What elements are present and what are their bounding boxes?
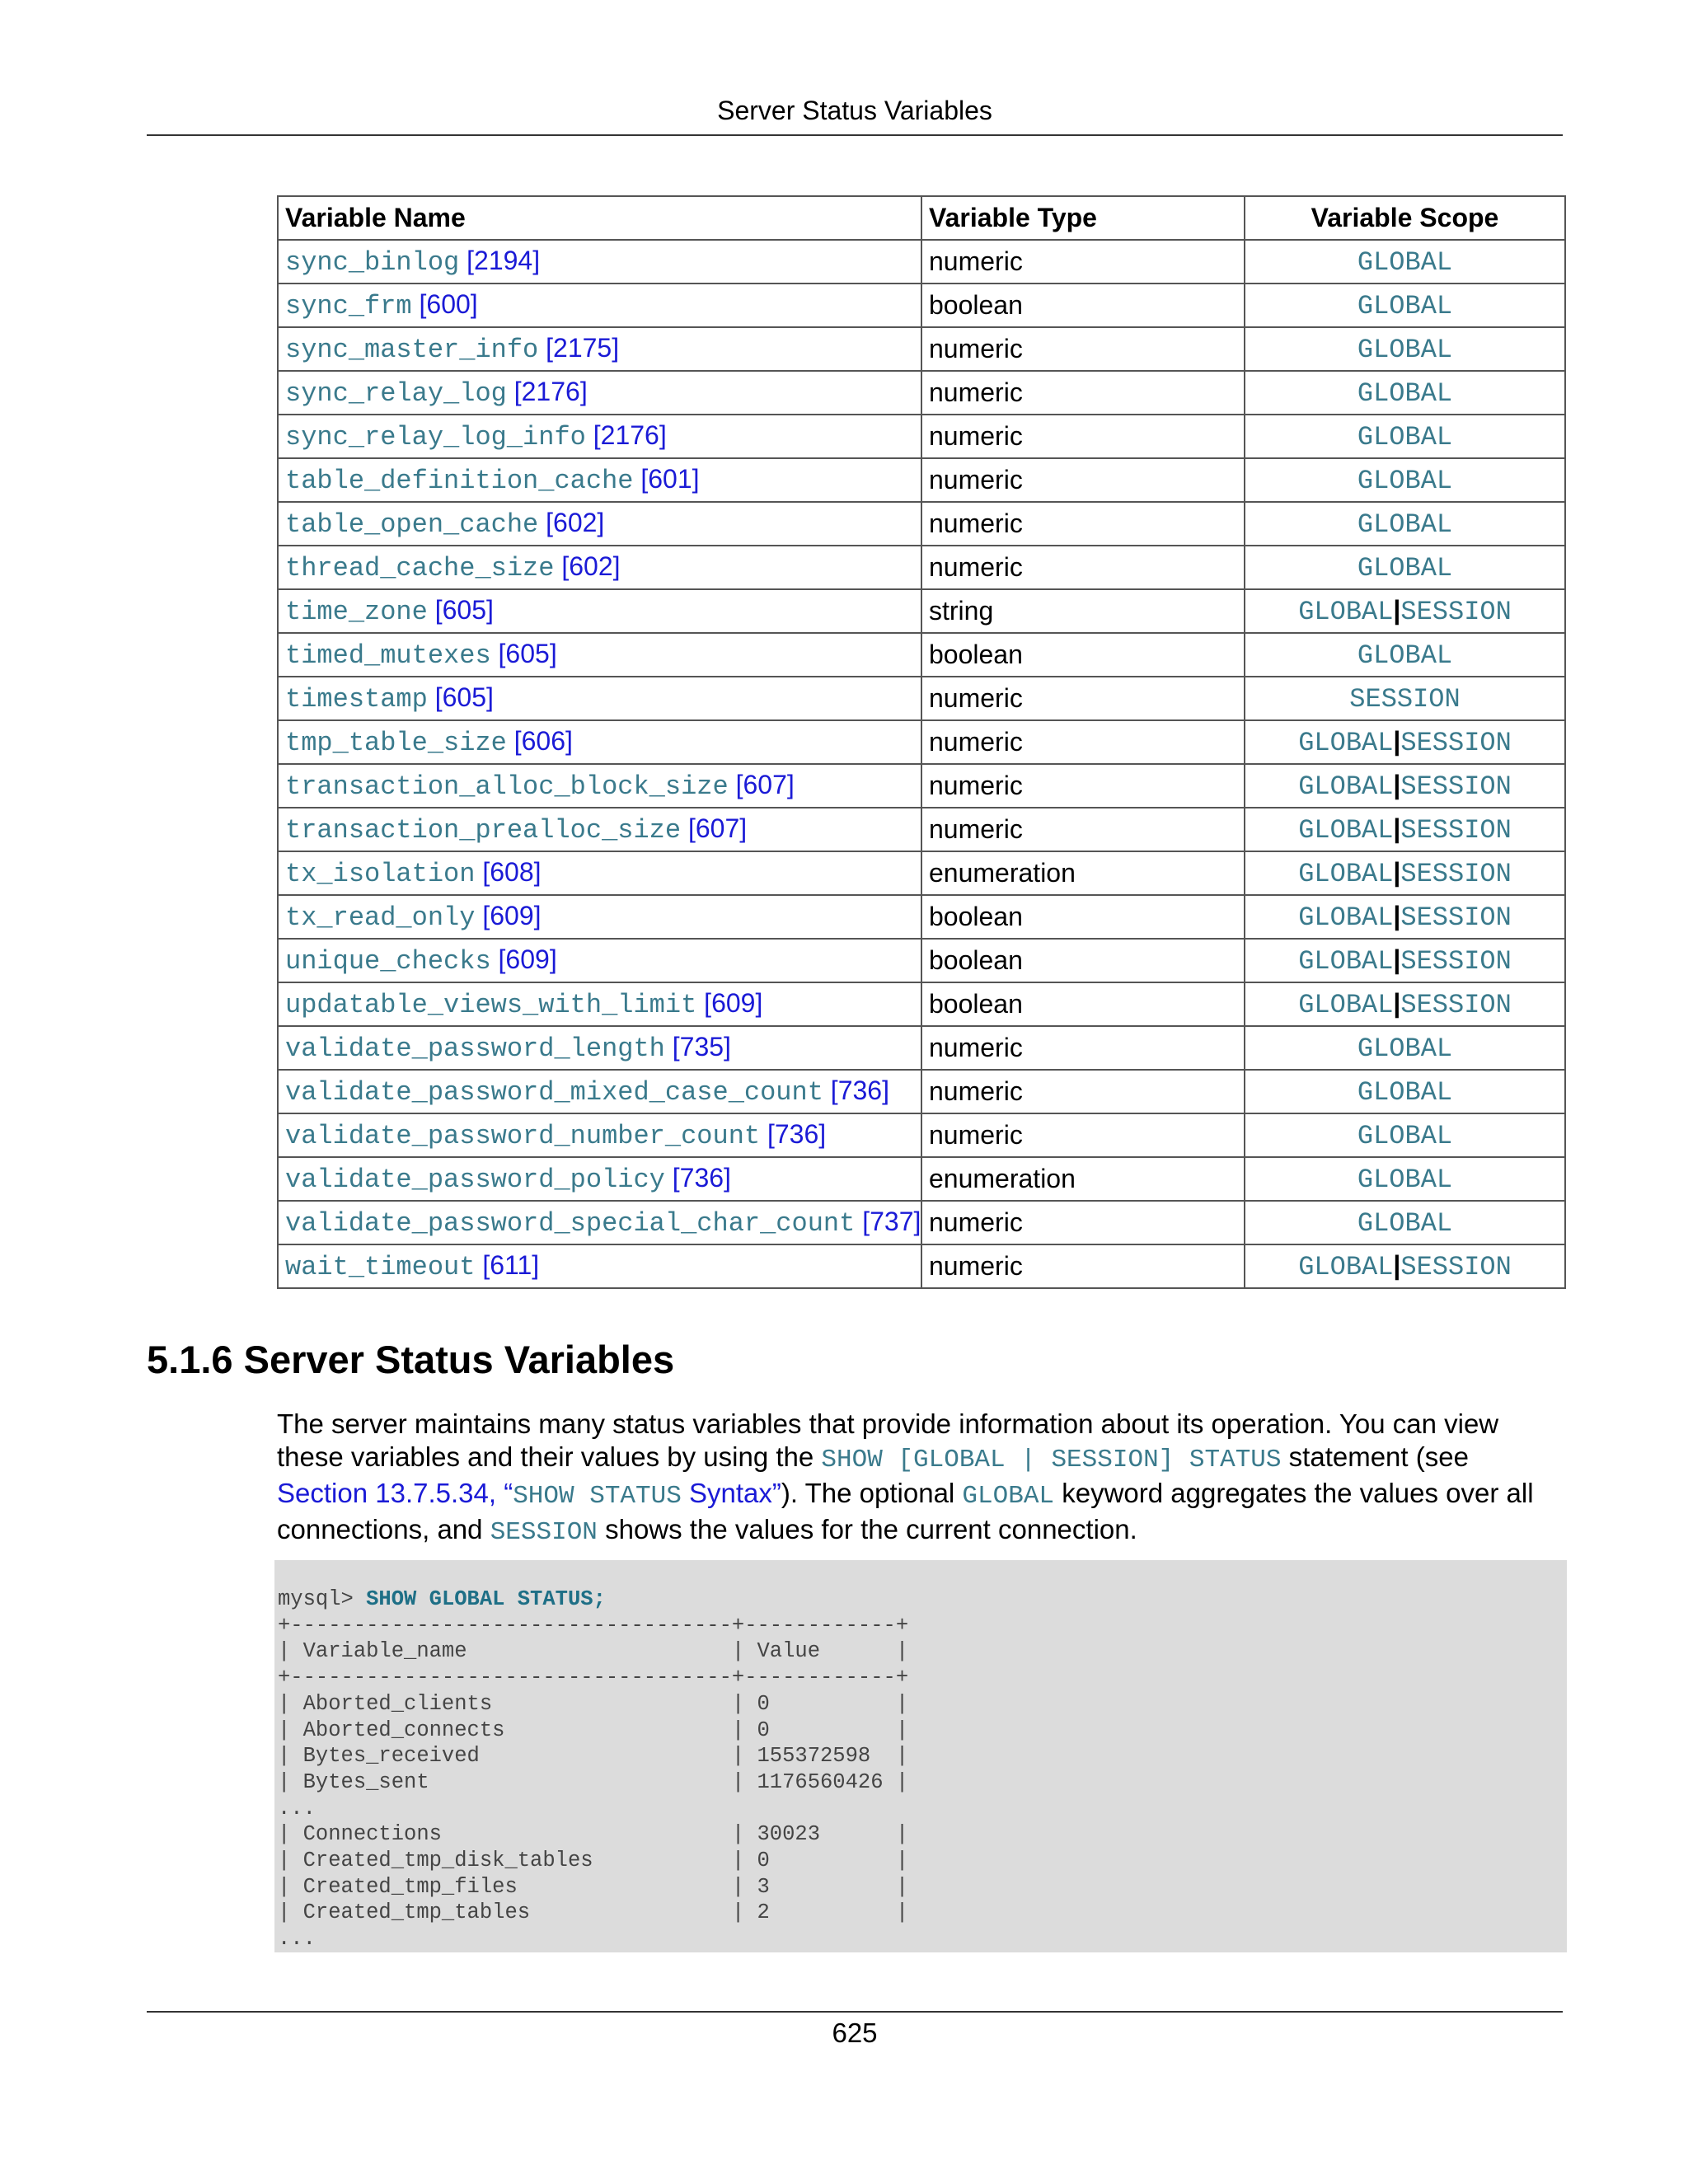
variable-name-link[interactable]: validate_password_mixed_case_count [285, 1077, 823, 1108]
page-reference-link[interactable]: [608] [482, 857, 542, 887]
scope-value-link[interactable]: GLOBAL [1357, 378, 1453, 409]
table-header-row [278, 196, 1565, 240]
page-reference-link[interactable]: [736] [672, 1163, 731, 1193]
variable-scope-cell [1245, 851, 1565, 895]
page-reference-link[interactable]: [607] [687, 813, 748, 843]
scope-value-link[interactable]: GLOBAL [1298, 597, 1394, 627]
variable-name-cell [278, 939, 921, 982]
variable-scope-cell [1245, 1070, 1565, 1113]
variable-name-cell [278, 720, 921, 764]
table-row [278, 458, 1565, 502]
running-header: Server Status Variables [717, 96, 992, 125]
table-row [278, 808, 1565, 851]
scope-value-link[interactable]: GLOBAL [1357, 1077, 1453, 1108]
variable-scope-cell [1245, 240, 1565, 284]
column-header-scope: Variable Scope [1245, 196, 1565, 240]
table-row [278, 764, 1565, 808]
variable-name-link[interactable]: thread_cache_size [285, 553, 555, 583]
scope-separator: | [1393, 813, 1401, 843]
link-text: Syntax” [681, 1478, 781, 1508]
variable-name-cell [278, 502, 921, 546]
variable-name-cell [278, 1244, 921, 1288]
variable-name-link[interactable]: timed_mutexes [285, 640, 491, 671]
scope-value-link[interactable]: SESSION [1400, 1252, 1512, 1282]
variables-table [277, 195, 1566, 1289]
page-reference-link[interactable]: [611] [482, 1250, 540, 1280]
table-row [278, 1113, 1565, 1157]
scope-value-link[interactable]: GLOBAL [1357, 466, 1453, 496]
variable-name-link[interactable]: updatable_views_with_limit [285, 990, 697, 1020]
variable-name-cell [278, 589, 921, 633]
table-row [278, 1070, 1565, 1113]
scope-value-link[interactable]: GLOBAL [1298, 859, 1394, 889]
table-row [278, 895, 1565, 939]
variable-name-link[interactable]: sync_relay_log_info [285, 422, 586, 452]
table-row [278, 982, 1565, 1026]
scope-value-link[interactable]: GLOBAL [1298, 815, 1394, 846]
section-link[interactable] [277, 1478, 781, 1511]
variable-scope-cell [1245, 1113, 1565, 1157]
page-reference-link[interactable]: [609] [482, 901, 542, 930]
variable-name-cell [278, 1201, 921, 1244]
variable-type-cell: numeric [921, 720, 1245, 764]
scope-separator: | [1393, 770, 1401, 799]
scope-value-link[interactable]: SESSION [1349, 684, 1461, 715]
scope-value-link[interactable]: GLOBAL [1298, 771, 1394, 802]
page-reference-link[interactable]: [605] [434, 682, 494, 712]
variable-type-cell: boolean [921, 284, 1245, 327]
page-reference-link[interactable]: [601] [640, 464, 700, 494]
variable-scope-cell [1245, 589, 1565, 633]
variable-name-link[interactable]: tx_read_only [285, 902, 476, 933]
table-row [278, 1201, 1565, 1244]
variable-name-cell [278, 1113, 921, 1157]
variable-name-cell [278, 1026, 921, 1070]
section-heading: 5.1.6 Server Status Variables [147, 1338, 675, 1381]
table-row [278, 284, 1565, 327]
variable-type-cell: numeric [921, 502, 1245, 546]
variable-name-link[interactable]: sync_relay_log [285, 378, 507, 409]
para-text: shows the values for the current connection. [597, 1514, 1137, 1544]
para-text: The server maintains many status variables that provide information about its operation. You can view these variables and their values by using the [277, 1408, 1499, 1472]
variable-type-cell: boolean [921, 633, 1245, 677]
link-code: SHOW STATUS [513, 1482, 682, 1511]
para-code-show-status: SHOW [GLOBAL | SESSION] STATUS [821, 1446, 1282, 1474]
variable-scope-cell [1245, 458, 1565, 502]
table-row [278, 851, 1565, 895]
variable-name-cell [278, 851, 921, 895]
scope-value-link[interactable]: GLOBAL [1357, 247, 1453, 278]
scope-value-link[interactable]: GLOBAL [1357, 1165, 1453, 1195]
variable-type-cell: enumeration [921, 1157, 1245, 1201]
scope-value-link[interactable]: GLOBAL [1357, 291, 1453, 321]
variable-scope-cell [1245, 808, 1565, 851]
scope-value-link[interactable]: SESSION [1400, 859, 1512, 889]
variable-scope-cell [1245, 1244, 1565, 1288]
page-reference-link[interactable]: [605] [434, 595, 494, 625]
variable-name-link[interactable]: sync_master_info [285, 335, 539, 365]
variable-scope-cell [1245, 720, 1565, 764]
variable-name-cell [278, 633, 921, 677]
variable-name-link[interactable]: validate_password_number_count [285, 1121, 761, 1151]
code-block [274, 1560, 1567, 1952]
scope-value-link[interactable]: GLOBAL [1357, 1033, 1453, 1064]
variable-scope-cell [1245, 764, 1565, 808]
scope-value-link[interactable]: GLOBAL [1357, 422, 1453, 452]
variable-scope-cell [1245, 1157, 1565, 1201]
code-text [274, 1560, 1567, 1952]
code-output: +-----------------------------------+------------+ | Variable_name | Value | +-----------------------------------+------------+ | Aborted_clients | 0 | | Aborted_connects | 0 | | Bytes_received | 155372598 | | Bytes_sent | 1176560426 | ... | Connections | 30023 | | Created_tmp_disk_tables | 0 | | Created_tmp_files | 3 | | Created_tmp_tables | 2 | ... [278, 1613, 909, 1952]
variable-name-link[interactable]: wait_timeout [285, 1252, 476, 1282]
variable-type-cell: numeric [921, 1070, 1245, 1113]
variable-name-link[interactable]: unique_checks [285, 946, 491, 977]
scope-value-link[interactable]: SESSION [1400, 771, 1512, 802]
variable-name-cell [278, 764, 921, 808]
variable-name-link[interactable]: sync_binlog [285, 247, 460, 278]
scope-value-link[interactable]: SESSION [1400, 728, 1512, 758]
variable-type-cell: numeric [921, 458, 1245, 502]
column-header-name: Variable Name [278, 196, 921, 240]
page-number: 625 [832, 2018, 878, 2048]
variable-name-link[interactable]: validate_password_length [285, 1033, 665, 1064]
scope-separator: | [1393, 726, 1401, 756]
table-row [278, 1244, 1565, 1288]
link-text: Section 13.7.5.34, “ [277, 1478, 513, 1508]
scope-value-link[interactable]: GLOBAL [1298, 902, 1394, 933]
variable-type-cell: numeric [921, 1244, 1245, 1288]
page-reference-link[interactable]: [609] [498, 944, 557, 974]
scope-value-link[interactable]: GLOBAL [1357, 509, 1453, 540]
variable-name-cell [278, 895, 921, 939]
page-reference-link[interactable]: [2176] [513, 377, 588, 406]
variable-type-cell: boolean [921, 939, 1245, 982]
scope-separator: | [1393, 857, 1401, 887]
scope-value-link[interactable]: GLOBAL [1298, 946, 1394, 977]
variable-scope-cell [1245, 982, 1565, 1026]
variable-name-link[interactable]: tx_isolation [285, 859, 476, 889]
variable-name-link[interactable]: transaction_prealloc_size [285, 815, 682, 846]
table-row [278, 939, 1565, 982]
variable-type-cell: numeric [921, 764, 1245, 808]
variable-name-link[interactable]: table_open_cache [285, 509, 539, 540]
scope-value-link[interactable]: GLOBAL [1357, 640, 1453, 671]
page-reference-link[interactable]: [602] [561, 551, 621, 581]
variable-name-cell [278, 240, 921, 284]
page-reference-link[interactable]: [2175] [546, 333, 620, 363]
page-reference-link[interactable]: [2176] [593, 420, 667, 450]
variable-type-cell: numeric [921, 1113, 1245, 1157]
table-row [278, 240, 1565, 284]
table-row [278, 633, 1565, 677]
section-paragraph [277, 1408, 1563, 1549]
variable-name-cell [278, 415, 921, 458]
scope-value-link[interactable]: GLOBAL [1357, 1121, 1453, 1151]
page-reference-link[interactable]: [602] [546, 508, 605, 537]
scope-value-link[interactable]: SESSION [1400, 946, 1512, 977]
variable-scope-cell [1245, 502, 1565, 546]
table-row [278, 589, 1565, 633]
variable-name-link[interactable]: validate_password_policy [285, 1165, 665, 1195]
table-row [278, 677, 1565, 720]
page-reference-link[interactable]: [607] [735, 770, 795, 799]
variable-scope-cell [1245, 546, 1565, 589]
table-row [278, 546, 1565, 589]
scope-value-link[interactable]: SESSION [1400, 990, 1512, 1020]
scope-separator: | [1393, 595, 1401, 625]
variable-scope-cell [1245, 895, 1565, 939]
variable-scope-cell [1245, 1201, 1565, 1244]
variable-type-cell: numeric [921, 240, 1245, 284]
para-text: statement (see [1281, 1441, 1469, 1472]
variable-name-link[interactable]: time_zone [285, 597, 428, 627]
page-reference-link[interactable]: [2194] [467, 246, 541, 275]
variable-name-cell [278, 1070, 921, 1113]
variable-scope-cell [1245, 633, 1565, 677]
column-header-type: Variable Type [921, 196, 1245, 240]
variable-type-cell: numeric [921, 1201, 1245, 1244]
variable-type-cell: boolean [921, 982, 1245, 1026]
variable-type-cell: numeric [921, 677, 1245, 720]
scope-value-link[interactable]: GLOBAL [1298, 728, 1394, 758]
para-code-global: GLOBAL [962, 1482, 1055, 1511]
scope-value-link[interactable]: GLOBAL [1298, 990, 1394, 1020]
page-reference-link[interactable]: [600] [419, 289, 478, 319]
table-row [278, 327, 1565, 371]
para-text: ). The optional [781, 1478, 963, 1508]
table-row [278, 371, 1565, 415]
variable-type-cell: numeric [921, 808, 1245, 851]
variable-name-cell [278, 327, 921, 371]
variable-type-cell: string [921, 589, 1245, 633]
variable-name-link[interactable]: transaction_alloc_block_size [285, 771, 729, 802]
variable-scope-cell [1245, 415, 1565, 458]
variable-name-link[interactable]: sync_frm [285, 291, 412, 321]
para-text: keyword aggregates the values over all connections, and [277, 1478, 1534, 1544]
table-row [278, 1157, 1565, 1201]
variable-scope-cell [1245, 677, 1565, 720]
variable-name-cell [278, 546, 921, 589]
variable-type-cell: numeric [921, 327, 1245, 371]
scope-separator: | [1393, 944, 1401, 974]
variable-name-cell [278, 371, 921, 415]
page-reference-link[interactable]: [605] [498, 639, 557, 668]
variable-name-cell [278, 982, 921, 1026]
scope-value-link[interactable]: GLOBAL [1298, 1252, 1394, 1282]
variable-scope-cell [1245, 1026, 1565, 1070]
variable-name-link[interactable]: tmp_table_size [285, 728, 507, 758]
variable-type-cell: numeric [921, 546, 1245, 589]
scope-value-link[interactable]: GLOBAL [1357, 335, 1453, 365]
table-row [278, 502, 1565, 546]
page-reference-link[interactable]: [609] [704, 988, 763, 1018]
scope-separator: | [1393, 1250, 1401, 1280]
header-rule [147, 134, 1563, 136]
table-row [278, 1026, 1565, 1070]
code-prompt: mysql> [278, 1587, 367, 1611]
scope-value-link[interactable]: GLOBAL [1357, 1208, 1453, 1239]
variable-name-cell [278, 677, 921, 720]
variable-scope-cell [1245, 939, 1565, 982]
scope-value-link[interactable]: SESSION [1400, 902, 1512, 933]
page-reference-link[interactable]: [606] [513, 726, 573, 756]
variable-name-cell [278, 808, 921, 851]
variable-name-link[interactable]: table_definition_cache [285, 466, 634, 496]
variable-name-cell [278, 284, 921, 327]
variable-scope-cell [1245, 327, 1565, 371]
page-reference-link[interactable]: [736] [830, 1076, 889, 1105]
page-reference-link[interactable]: [735] [672, 1032, 731, 1062]
variable-type-cell: numeric [921, 415, 1245, 458]
scope-value-link[interactable]: GLOBAL [1357, 553, 1453, 583]
scope-value-link[interactable]: SESSION [1400, 597, 1512, 627]
scope-separator: | [1393, 988, 1401, 1018]
variable-scope-cell [1245, 284, 1565, 327]
scope-separator: | [1393, 901, 1401, 930]
page-reference-link[interactable]: [737] [862, 1207, 921, 1236]
table-body [278, 240, 1565, 1288]
code-command: SHOW GLOBAL STATUS; [366, 1587, 606, 1611]
page-reference-link[interactable]: [736] [767, 1119, 827, 1149]
para-code-session: SESSION [490, 1518, 598, 1547]
variable-scope-cell [1245, 371, 1565, 415]
variable-type-cell: numeric [921, 1026, 1245, 1070]
table-row [278, 720, 1565, 764]
variable-name-link[interactable]: timestamp [285, 684, 428, 715]
variable-name-cell [278, 1157, 921, 1201]
variable-name-cell [278, 458, 921, 502]
variable-type-cell: boolean [921, 895, 1245, 939]
variable-name-link[interactable]: validate_password_special_char_count [285, 1208, 856, 1239]
footer-rule [147, 2011, 1563, 2013]
table-row [278, 415, 1565, 458]
variable-type-cell: numeric [921, 371, 1245, 415]
variable-type-cell: enumeration [921, 851, 1245, 895]
scope-value-link[interactable]: SESSION [1400, 815, 1512, 846]
